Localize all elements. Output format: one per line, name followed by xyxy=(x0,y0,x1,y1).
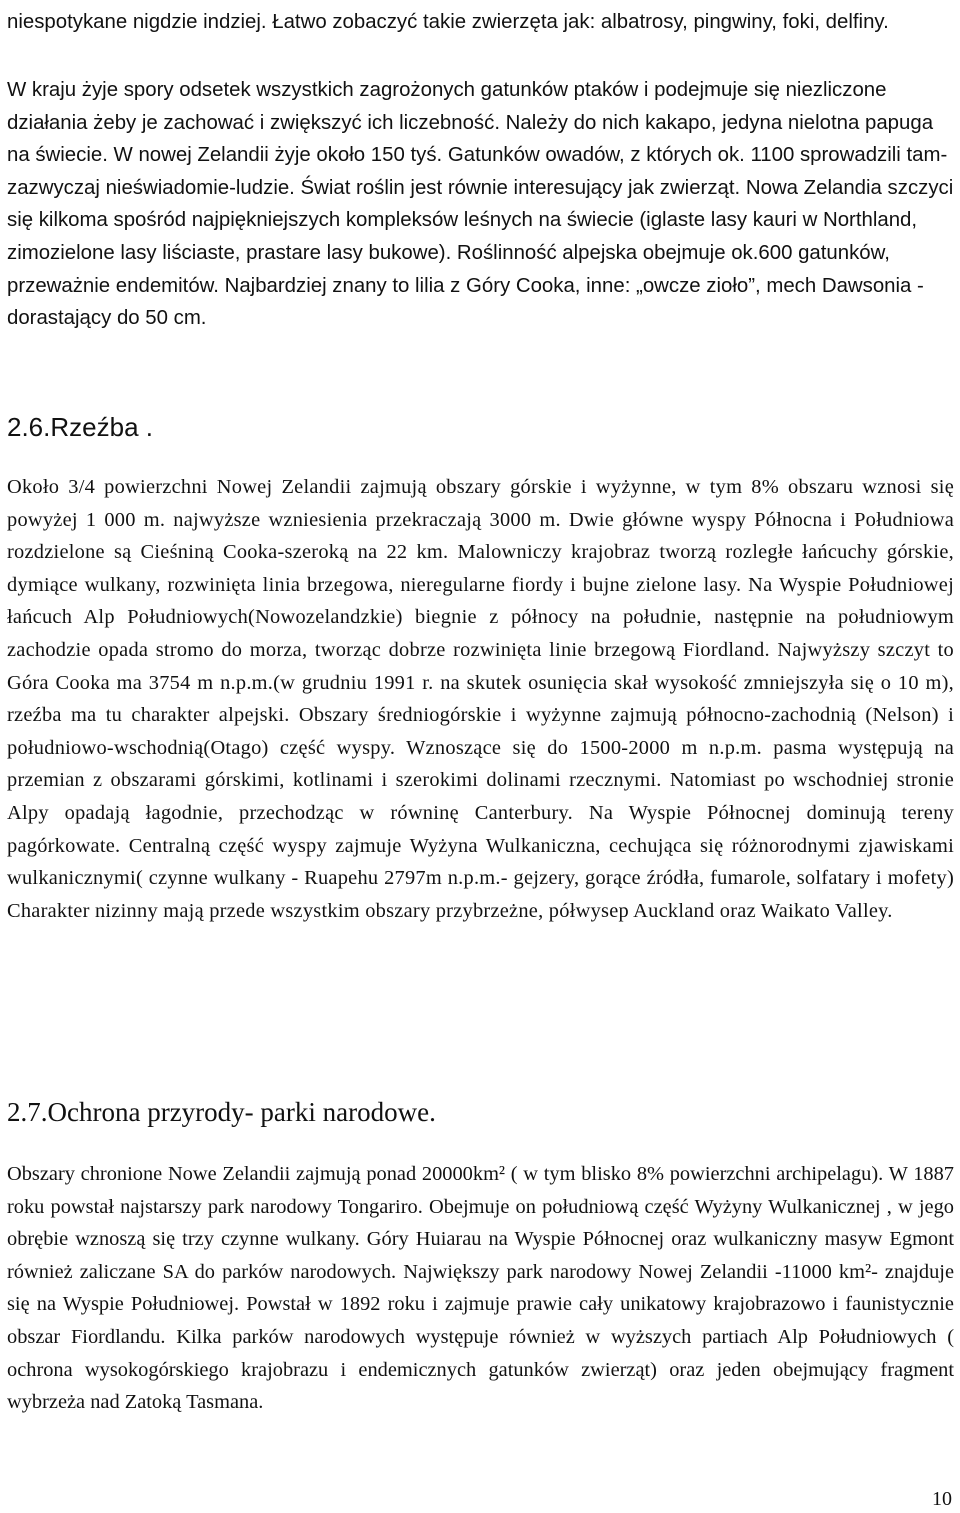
page-number: 10 xyxy=(932,1488,952,1510)
parks-heading: 2.7.Ochrona przyrody- parki narodowe. xyxy=(7,1097,436,1127)
relief-paragraph: Około 3/4 powierzchni Nowej Zelandii zajmują obszary górskie i wyżynne, w tym 8% obszaru wznosi się powyżej 1 000 m. najwyższe wzniesienia przekraczają 3000 m. Dwie główne wyspy Północna i Południowa rozdzielone są Cieśniną Cooka-szeroką na 22 km. Malowniczy krajobraz tworzą rozległe łańcuchy górskie, dymiące wulkany, rozwinięta linia brzegowa, nieregularne fiordy i bujne zielone lasy. Na Wyspie Południowej łańcuch Alp Południowych(Nowozelandzkie) biegnie z północy na południe, następnie na południowym zachodzie opada stromo do morza, tworząc dobrze rozwinięta linie brzegową Fiordland. Najwyższy szczyt to Góra Cooka ma 3754 m n.p.m.(w grudniu 1991 r. na skutek osunięcia skał wysokość zmniejszyła się o 10 m), rzeźba ma tu charakter alpejski. Obszary średniogórskie i wyżynne zajmują północno-zachodnią (Nelson) i południowo-wschodnią(Otago) część wyspy. Wznoszące się do 1500-2000 m n.p.m. pasma występują na przemian z obszarami górskimi, kotlinami i szerokimi dolinami rzecznymi. Natomiast po wschodniej stronie Alpy opadają łagodnie, przechodząc w równinę Canterbury. Na Wyspie Północnej dominują tereny pagórkowate. Centralną część wyspy zajmuje Wyżyna Wulkaniczna, cechująca się różnorodnymi zjawiskami wulkanicznymi( czynne wulkany - Ruapehu 2797m n.p.m.- gejzery, gorące źródła, fumarole, solfatary i mofety) Charakter nizinny mają przede wszystkim obszary przybrzeżne, półwysep Auckland oraz Waikato Valley. xyxy=(7,476,954,922)
parks-paragraph: Obszary chronione Nowe Zelandii zajmują ponad 20000km² ( w tym blisko 8% powierzchni archipelagu). W 1887 roku powstał najstarszy park narodowy Tongariro. Obejmuje on południową część Wyżyny Wulkanicznej , w jego obrębie wznoszą się trzy czynne wulkany. Góry Huiarau na Wyspie Północnej oraz wulkaniczny masyw Egmont również zaliczane SA do parków narodowych. Największy park narodowy Nowej Zelandii -11000 km²- znajduje się na Wyspie Południowej. Powstał w 1892 roku i zajmuje prawie cały unikatowy krajobrazowo i faunistycznie obszar Fiordlandu. Kilka parków narodowych występuje również w wyższych partiach Alp Południowych ( ochrona wysokogórskiego krajobrazu i endemicznych gatunków zwierząt) oraz jeden obejmujący fragment wybrzeża nad Zatoką Tasmana. xyxy=(7,1163,954,1414)
relief-heading: 2.6.Rzeźba . xyxy=(7,412,153,442)
fauna-paragraph-1 xyxy=(7,6,954,39)
fauna-paragraph-2-text: W kraju żyje spory odsetek wszystkich zagrożonych gatunków ptaków i podejmuje się niezliczone działania żeby je zachować i zwiększyć ich liczebność. Należy do nich kakapo, jedyna nielotna papuga na świecie. W nowej Zelandii żyje około 150 tyś. Gatunków owadów, z których ok. 1100 sprowadzili tam- zazwyczaj nieświadomie-ludzie. Świat roślin jest równie interesujący jak zwierząt. Nowa Zelandia szczyci się kilkoma spośród najpiękniejszych kompleksów leśnych na świecie (iglaste lasy kauri w Northland, zimozielone lasy liściaste, prastare lasy bukowe). Roślinność alpejska obejmuje ok.600 gatunków, przeważnie endemitów. Najbardziej znany to lilia z Góry Cooka, inne: „owcze zioło”, mech Dawsonia - dorastający do 50 cm. xyxy=(7,79,954,330)
fauna-paragraph-1-text: niespotykane nigdzie indziej. Łatwo zobaczyć takie zwierzęta jak: albatrosy, pingwiny, foki, delfiny. xyxy=(7,11,889,33)
fauna-paragraph-2 xyxy=(7,74,954,335)
